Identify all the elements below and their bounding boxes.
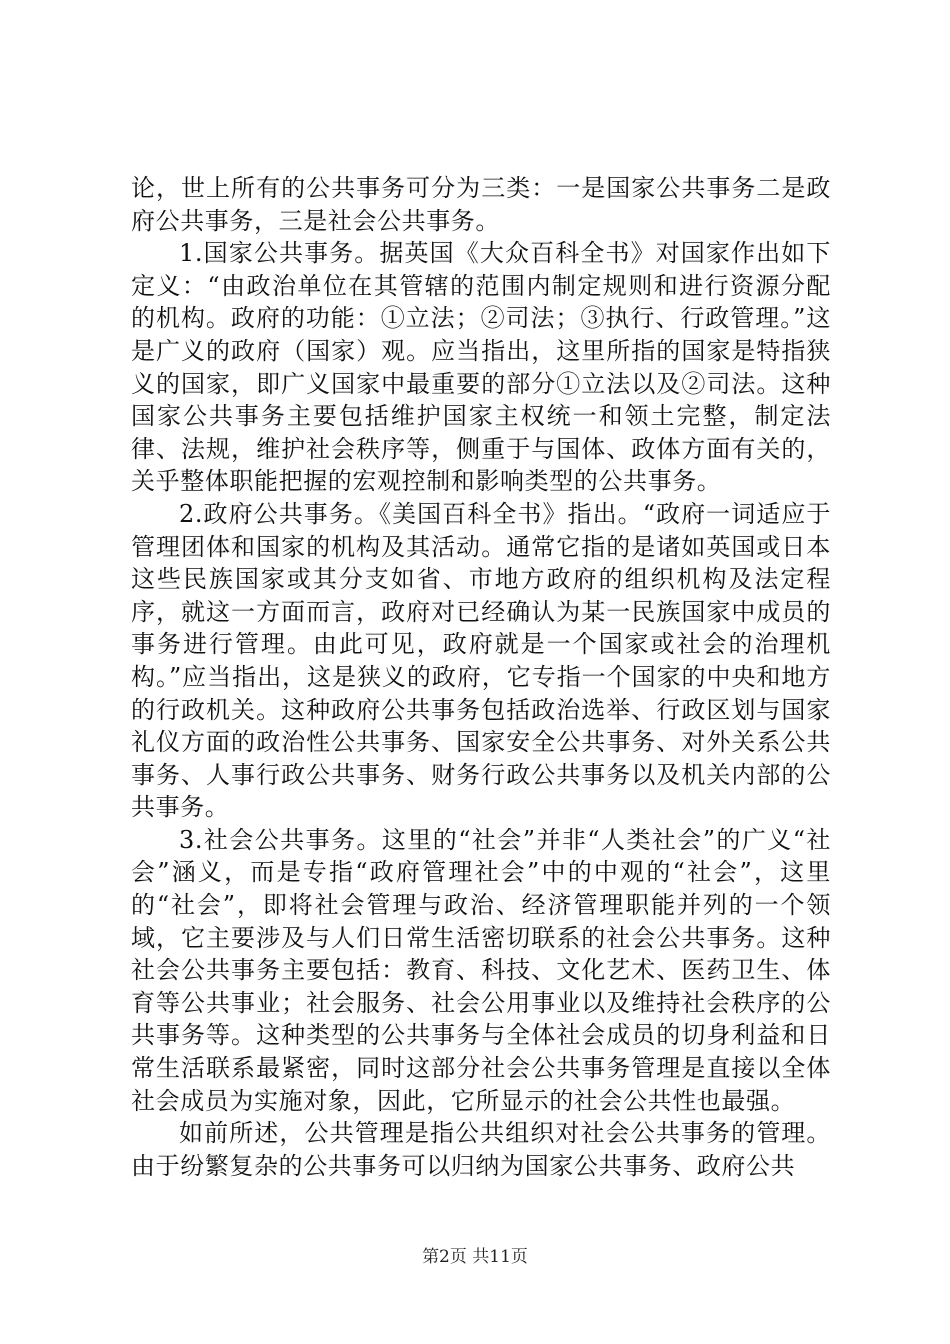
- paragraph-national-public-affairs: 1.国家公共事务。据英国《大众百科全书》对国家作出如下定义：“由政治单位在其管辖的范围内制定规则和进行资源分配的机构。政府的功能：①立法；②司法；③执行、行政管理。”这是广义的政府（国家）观。应当指出，这里所指的国家是特指狭义的国家，即广义国家中最重要的部分①立法以及②司法。这种国家公共事务主要包括维护国家主权统一和领土完整，制定法律、法规，维护社会秩序等，侧重于与国体、政体方面有关的，关乎整体职能把握的宏观控制和影响类型的公共事务。: [131, 239, 831, 496]
- paragraph-social-public-affairs: 3.社会公共事务。这里的“社会”并非“人类社会”的广义“社会”涵义，而是专指“政府管理社会”中的中观的“社会”，这里的“社会”，即将社会管理与政治、经济管理职能并列的一个领域，它主要涉及与人们日常生活密切联系的社会公共事务。这种社会公共事务主要包括：教育、科技、文化艺术、医药卫生、体育等公共事业；社会服务、社会公用事业以及维持社会秩序的公共事务等。这种类型的公共事务与全体社会成员的切身利益和日常生活联系最紧密，同时这部分社会公共事务管理是直接以全体社会成员为实施对象，因此，它所显示的社会公共性也最强。: [131, 825, 831, 1115]
- paragraph-government-public-affairs: 2.政府公共事务。《美国百科全书》指出。“政府一词适应于管理团体和国家的机构及其活动。通常它指的是诸如英国或日本这些民族国家或其分支如省、市地方政府的组织机构及法定程序，就这一方面而言，政府对已经确认为某一民族国家中成员的事务进行管理。由此可见，政府就是一个国家或社会的治理机构。”应当指出，这是狭义的政府，它专指一个国家的中央和地方的行政机关。这种政府公共事务包括政治选举、行政区划与国家礼仪方面的政治性公共事务、国家安全公共事务、对外关系公共事务、人事行政公共事务、财务行政公共事务以及机关内部的公共事务。: [131, 499, 831, 822]
- paragraph-public-management: 如前所述，公共管理是指公共组织对社会公共事务的管理。由于纷繁复杂的公共事务可以归纳为国家公共事务、政府公共: [131, 1119, 831, 1180]
- paragraph-continuation: 论，世上所有的公共事务可分为三类：一是国家公共事务二是政府公共事务，三是社会公共事务。: [131, 174, 831, 235]
- page-number-footer: 第2页 共11页: [422, 1247, 528, 1267]
- document-body: [131, 172, 831, 1182]
